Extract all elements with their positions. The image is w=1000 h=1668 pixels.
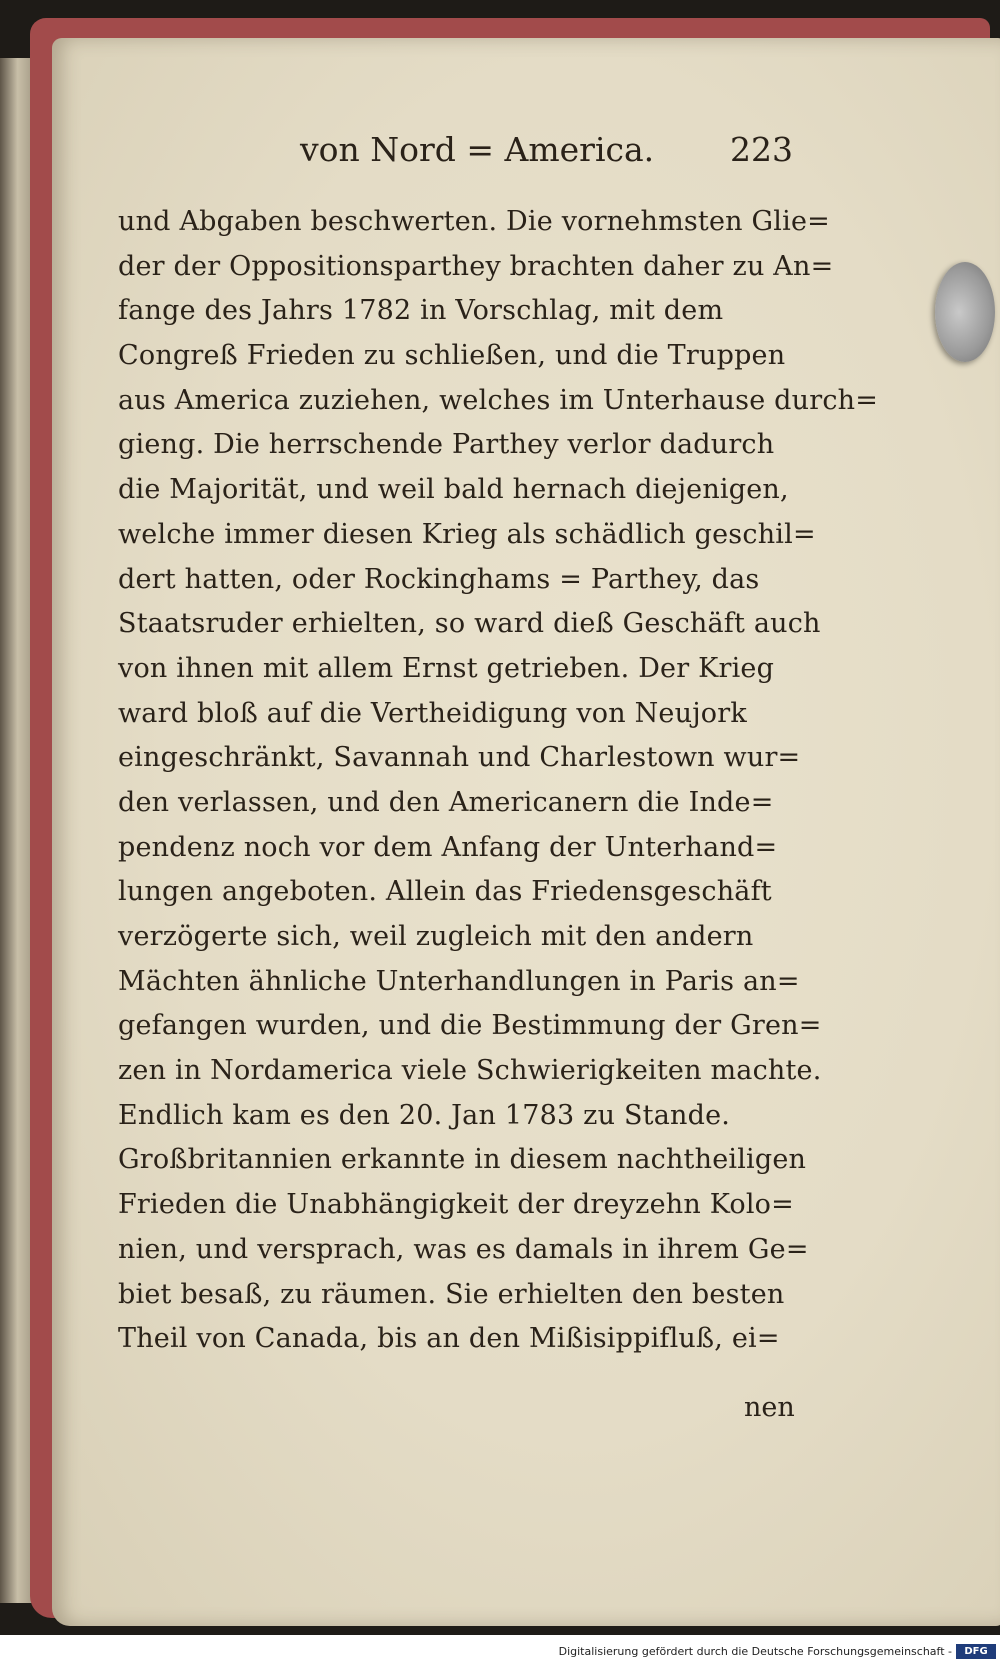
catchword: nen (744, 1392, 795, 1423)
text-line: biet besaß, zu räumen. Sie erhielten den besten (118, 1278, 785, 1310)
running-header (300, 130, 800, 174)
funding-credit: Digitalisierung gefördert durch die Deutsche Forschungsgemeinschaft - (558, 1645, 952, 1658)
text-line: aus America zuziehen, welches im Unterhause durch= (118, 384, 879, 416)
text-line: ward bloß auf die Vertheidigung von Neujork (118, 697, 747, 729)
text-line: und Abgaben beschwerten. Die vornehmsten Glie= (118, 206, 830, 237)
text-line: Mächten ähnliche Unterhandlungen in Paris an= (118, 965, 800, 997)
text-line: Endlich kam es den 20. Jan 1783 zu Stande. (118, 1099, 731, 1131)
text-line: gefangen wurden, und die Bestimmung der Gren= (118, 1010, 822, 1042)
left-page-bleed-text (4, 248, 26, 608)
text-line: fange des Jahrs 1782 in Vorschlag, mit dem (118, 295, 724, 327)
text-line: der der Oppositionsparthey brachten daher zu An= (118, 250, 834, 282)
page-number: 223 (730, 130, 793, 169)
text-line: nien, und versprach, was es damals in ihrem Ge= (118, 1233, 809, 1265)
text-line: pendenz noch vor dem Anfang der Unterhand= (118, 831, 778, 863)
text-line: den verlassen, und den Americanern die Inde= (118, 786, 774, 818)
text-line: lungen angeboten. Allein das Friedensgeschäft (118, 876, 772, 908)
left-page-edge (0, 58, 32, 1603)
text-line: verzögerte sich, weil zugleich mit den andern (118, 921, 754, 952)
text-line: Großbritannien erkannte in diesem nachtheiligen (118, 1144, 807, 1176)
text-line: Staatsruder erhielten, so ward dieß Geschäft auch (118, 608, 821, 640)
text-line: zen in Nordamerica viele Schwierigkeiten machte. (118, 1055, 822, 1087)
text-line: Theil von Canada, bis an den Mißisippifluß, ei= (118, 1323, 780, 1355)
dfg-logo: DFG (956, 1644, 996, 1659)
text-line: Congreß Frieden zu schließen, und die Truppen (118, 340, 786, 372)
body-text (118, 200, 879, 1362)
text-line: dert hatten, oder Rockinghams = Parthey, das (118, 563, 760, 595)
text-line: von ihnen mit allem Ernst getrieben. Der Krieg (118, 652, 775, 684)
running-title: von Nord = America. (300, 130, 655, 169)
footer-bar (0, 1636, 1000, 1668)
text-line: eingeschränkt, Savannah und Charlestown wur= (118, 742, 801, 774)
text-line: gieng. Die herrschende Parthey verlor dadurch (118, 429, 775, 461)
text-line: Frieden die Unabhängigkeit der dreyzehn Kolo= (118, 1189, 794, 1221)
text-line: welche immer diesen Krieg als schädlich geschil= (118, 518, 816, 550)
text-line: die Majorität, und weil bald hernach diejenigen, (118, 474, 789, 506)
page-clip (935, 262, 995, 362)
